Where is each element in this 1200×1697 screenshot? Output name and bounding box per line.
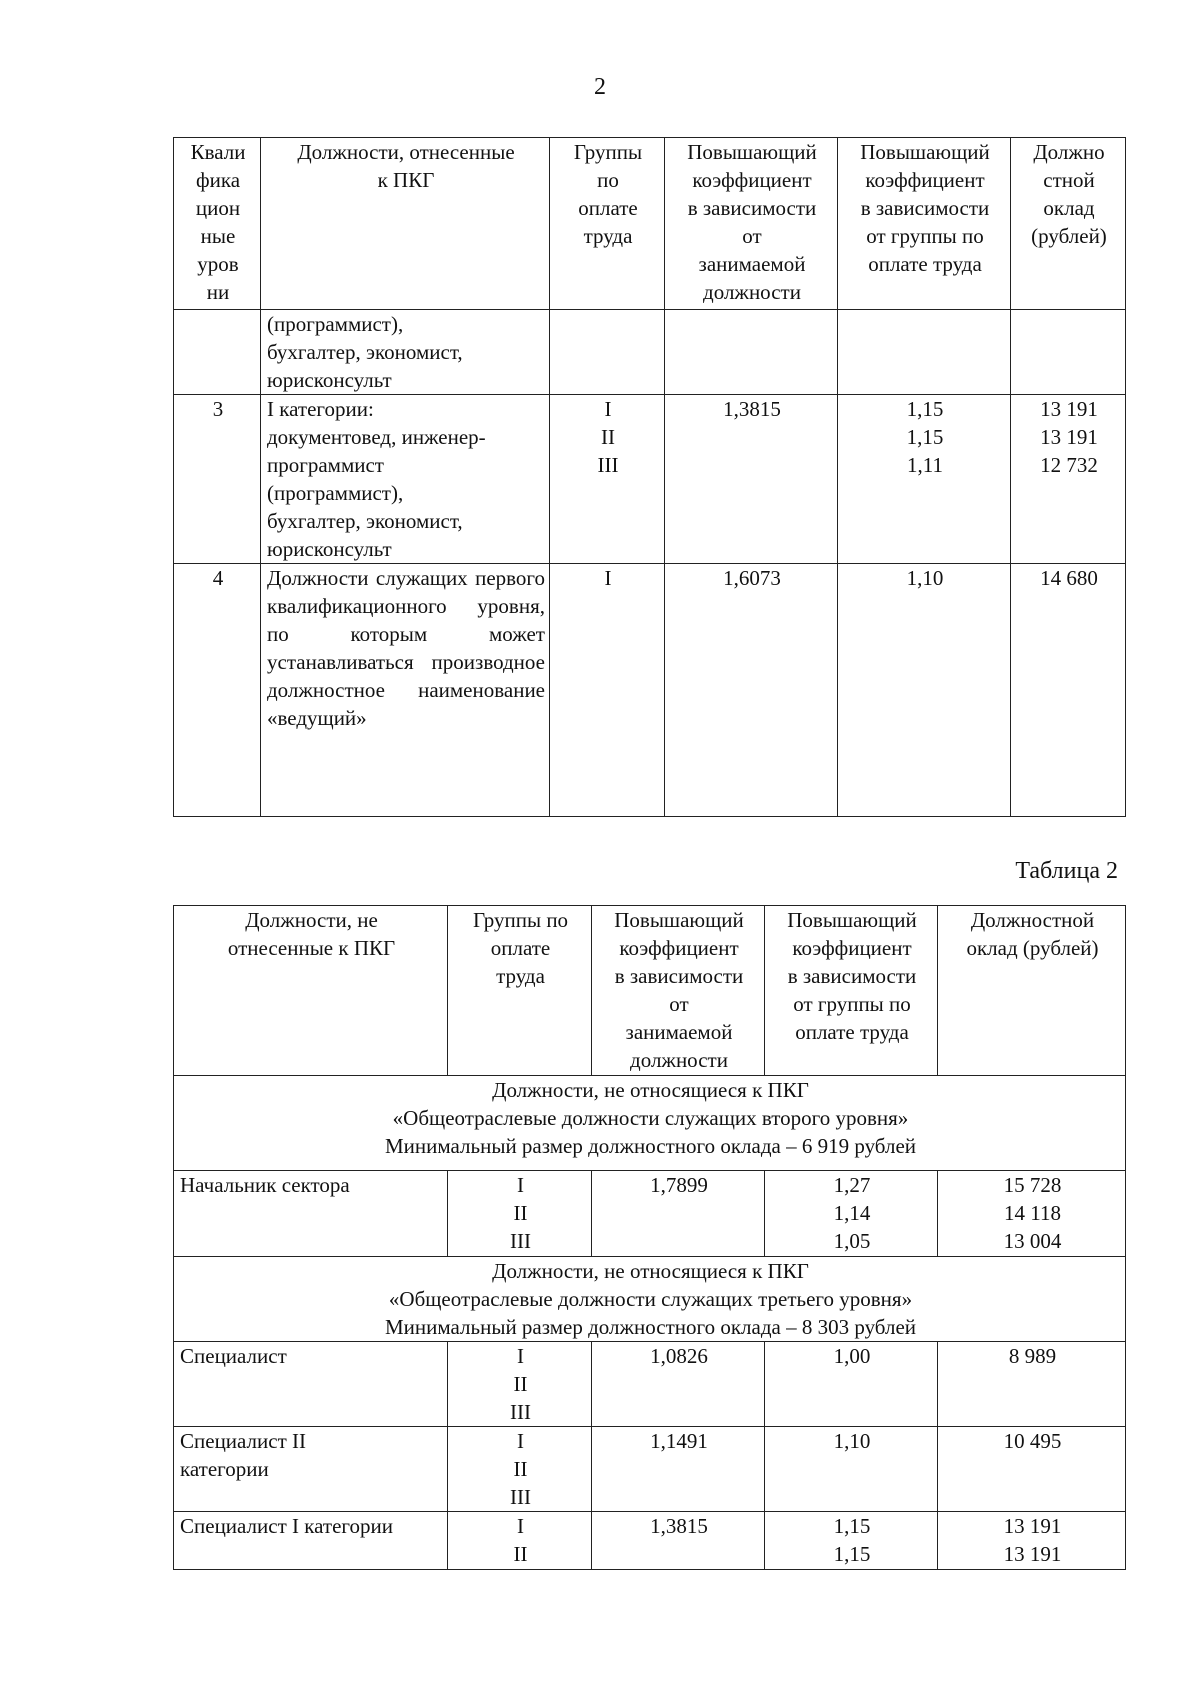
header-positions: Должности, не отнесенные к ПКГ [174, 906, 448, 1076]
table-row [174, 564, 1126, 817]
position-cell: I категории: документовед, инженер- программист (программист), бухгалтер, экономист, юрисконсульт [261, 395, 550, 564]
table-row [174, 1512, 1126, 1570]
header-pay-groups: Группы по оплате труда [448, 906, 592, 1076]
table-row [174, 1171, 1126, 1257]
coef-group-cell: 1,15 1,15 1,11 [838, 395, 1011, 564]
coef-group-cell: 1,00 [765, 1342, 938, 1427]
coef-position-cell: 1,3815 [665, 395, 838, 564]
level-cell [174, 310, 261, 395]
salary-cell: 13 191 13 191 [938, 1512, 1126, 1570]
groups-cell: I II III [448, 1342, 592, 1427]
table-row [174, 1342, 1126, 1427]
header-pay-groups: Группы по оплате труда [550, 138, 665, 310]
groups-cell: I II III [448, 1171, 592, 1257]
salary-cell: 10 495 [938, 1427, 1126, 1512]
level-cell: 3 [174, 395, 261, 564]
table-1 [173, 137, 1126, 817]
table-row [174, 310, 1126, 395]
groups-cell [550, 310, 665, 395]
coef-position-cell: 1,3815 [592, 1512, 765, 1570]
salary-cell: 13 191 13 191 12 732 [1011, 395, 1126, 564]
section-row [174, 1257, 1126, 1342]
coef-position-cell: 1,7899 [592, 1171, 765, 1257]
header-salary: Должно стной оклад (рублей) [1011, 138, 1126, 310]
coef-group-cell: 1,15 1,15 [765, 1512, 938, 1570]
coef-group-cell: 1,27 1,14 1,05 [765, 1171, 938, 1257]
section-row [174, 1076, 1126, 1171]
level-cell: 4 [174, 564, 261, 817]
header-positions: Должности, отнесенные к ПКГ [261, 138, 550, 310]
coef-position-cell: 1,6073 [665, 564, 838, 817]
section-heading-third-level: Должности, не относящиеся к ПКГ «Общеотраслевые должности служащих третьего уровня» Минимальный размер должностного оклада – 8 303 рублей [174, 1257, 1126, 1342]
groups-cell: I II III [550, 395, 665, 564]
position-cell: Специалист [174, 1342, 448, 1427]
coef-group-cell: 1,10 [838, 564, 1011, 817]
coef-position-cell: 1,1491 [592, 1427, 765, 1512]
position-cell: Должности служащих первого квалификационного уровня, по которым может устанавливаться производное должностное наименование «ведущий» [261, 564, 550, 817]
page-number: 2 [594, 74, 606, 100]
position-cell: Специалист I категории [174, 1512, 448, 1570]
header-salary: Должностной оклад (рублей) [938, 906, 1126, 1076]
groups-cell: I II III [448, 1427, 592, 1512]
table-2-header-row [174, 906, 1126, 1076]
header-coef-position: Повышающий коэффициент в зависимости от занимаемой должности [592, 906, 765, 1076]
section-heading-second-level: Должности, не относящиеся к ПКГ «Общеотраслевые должности служащих второго уровня» Минимальный размер должностного оклада – 6 919 рублей [174, 1076, 1126, 1171]
table-row [174, 395, 1126, 564]
groups-cell: I [550, 564, 665, 817]
header-coef-position: Повышающий коэффициент в зависимости от занимаемой должности [665, 138, 838, 310]
table-2-caption: Таблица 2 [1015, 858, 1118, 884]
table-1-header-row [174, 138, 1126, 310]
coef-group-cell: 1,10 [765, 1427, 938, 1512]
table-row [174, 1427, 1126, 1512]
salary-cell: 14 680 [1011, 564, 1126, 817]
coef-position-cell [665, 310, 838, 395]
position-cell: Начальник сектора [174, 1171, 448, 1257]
coef-group-cell [838, 310, 1011, 395]
position-cell: Специалист II категории [174, 1427, 448, 1512]
position-cell: (программист), бухгалтер, экономист, юрисконсульт [261, 310, 550, 395]
header-qualification-levels: Квали фика цион ные уров ни [174, 138, 261, 310]
salary-cell: 15 728 14 118 13 004 [938, 1171, 1126, 1257]
coef-position-cell: 1,0826 [592, 1342, 765, 1427]
groups-cell: I II [448, 1512, 592, 1570]
salary-cell: 8 989 [938, 1342, 1126, 1427]
header-coef-group: Повышающий коэффициент в зависимости от группы по оплате труда [838, 138, 1011, 310]
header-coef-group: Повышающий коэффициент в зависимости от группы по оплате труда [765, 906, 938, 1076]
salary-cell [1011, 310, 1126, 395]
table-2 [173, 905, 1126, 1570]
